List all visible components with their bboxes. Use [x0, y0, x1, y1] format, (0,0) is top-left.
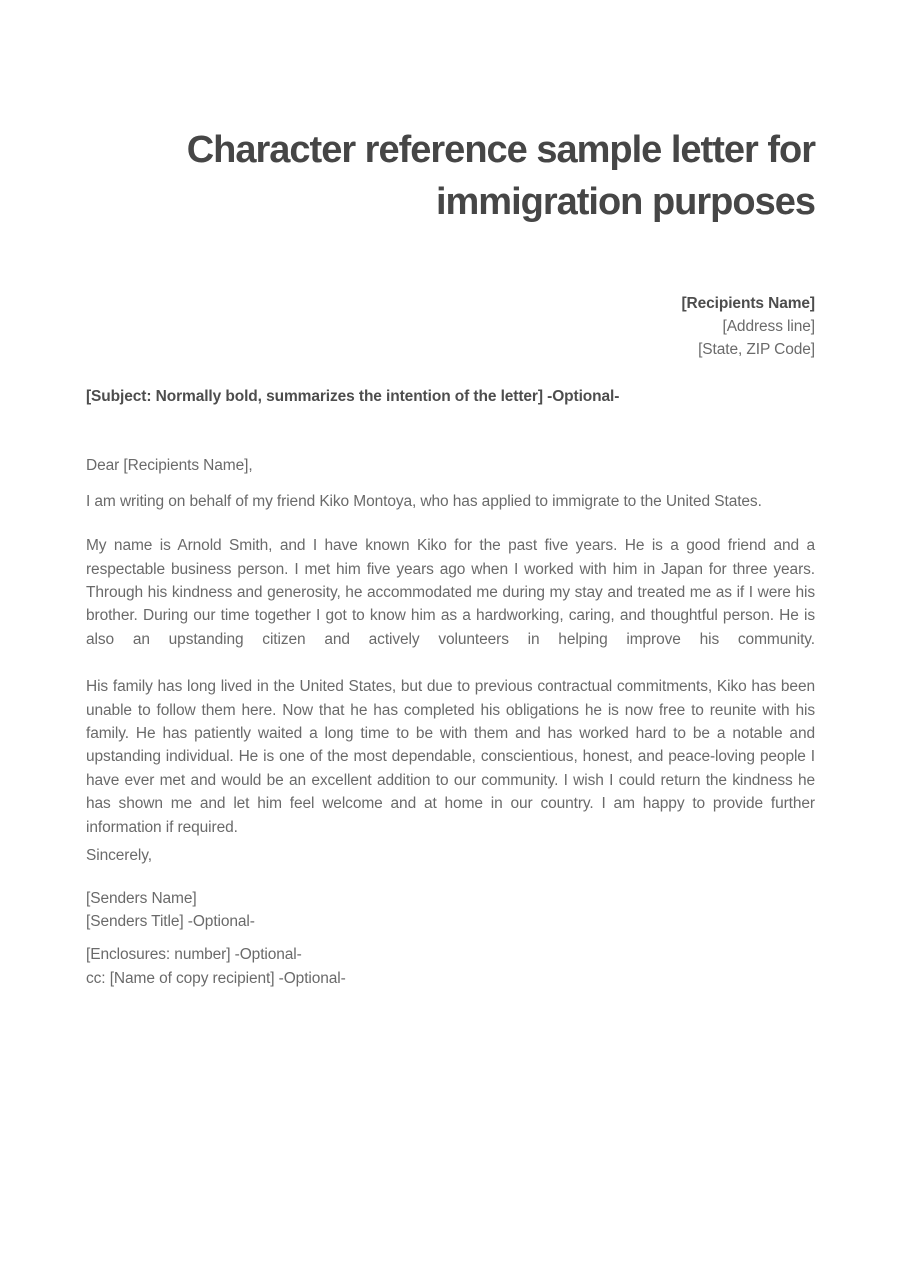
signoff: Sincerely,: [86, 847, 152, 865]
recipient-address-line: [Address line]: [722, 318, 815, 335]
sender-title: [Senders Title] -Optional-: [86, 912, 255, 930]
cc-line: cc: [Name of copy recipient] -Optional-: [86, 969, 346, 987]
recipient-block: [86, 292, 815, 361]
document-title-line-1: Character reference sample letter for: [186, 129, 815, 171]
document-title: [86, 124, 815, 228]
recipient-name: [Recipients Name]: [681, 295, 815, 312]
body-paragraph-1: I am writing on behalf of my friend Kiko Montoya, who has applied to immigrate to the United States.: [86, 492, 762, 510]
salutation: Dear [Recipients Name],: [86, 457, 253, 475]
enclosure-block: [86, 943, 815, 990]
sender-block: [86, 887, 815, 934]
sender-name: [Senders Name]: [86, 889, 197, 907]
body-paragraph-3: His family has long lived in the United States, but due to previous contractual commitments, Kiko has been unable to follow them here. Now that he has completed his obligations he is now free to reunite with his family. He has patiently waited a long time to be with them and has worked hard to be a notable and upstanding individual. He is one of the most dependable, conscientious, honest, and peace-loving people I have ever met and would be an excellent addition to our community. I wish I could return the kindness he has shown me and let him feel welcome and at home in our country. I am happy to provide further information if required.: [86, 678, 815, 836]
enclosures-line: [Enclosures: number] -Optional-: [86, 946, 302, 964]
body-paragraph-2: My name is Arnold Smith, and I have known Kiko for the past five years. He is a good friend and a respectable business person. I met him five years ago when I worked with him in Japan for three years. Through his kindness and generosity, he accommodated me during my stay and treated me as if I were his brother. During our time together I got to know him as a hardworking, caring, and thoughtful person. He is also an upstanding citizen and actively volunteers in helping improve his community.: [86, 537, 815, 648]
document-title-line-2: immigration purposes: [435, 181, 815, 223]
subject-line: [Subject: Normally bold, summarizes the intention of the letter] -Optional-: [86, 388, 620, 405]
recipient-state-zip: [State, ZIP Code]: [698, 341, 815, 358]
